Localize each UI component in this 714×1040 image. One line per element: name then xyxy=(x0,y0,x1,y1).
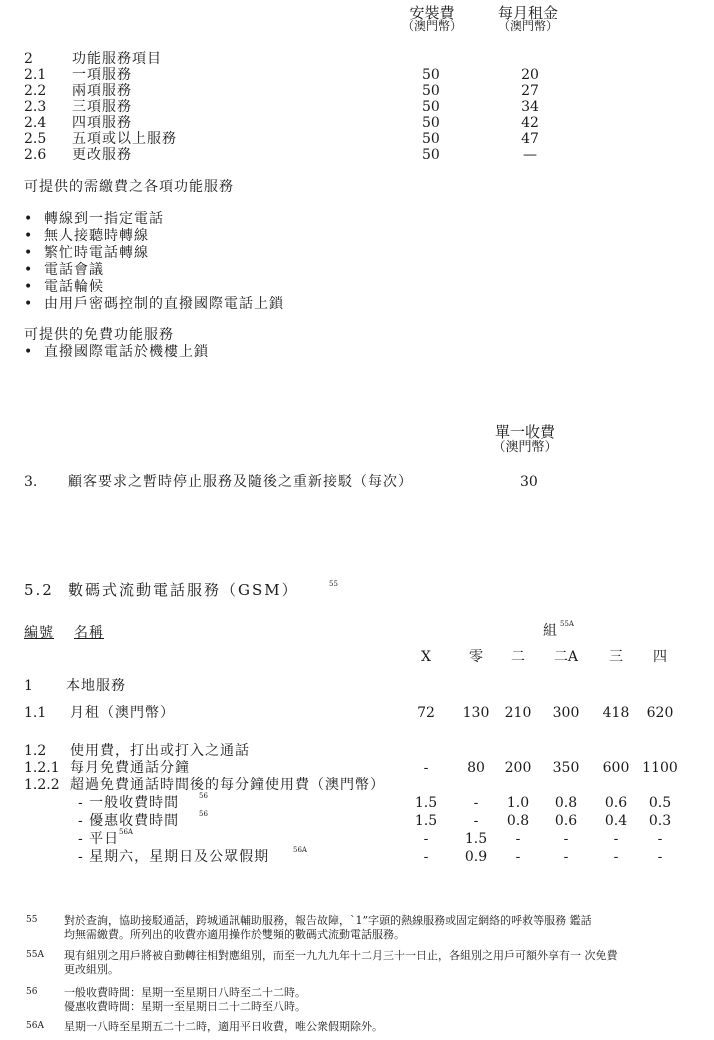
feature-row-install: 50 xyxy=(422,131,440,147)
suspension-num: 3. xyxy=(24,474,38,490)
gsm-cell: - xyxy=(657,849,663,865)
gsm-row-label: - 星期六，星期日及公眾假期 xyxy=(78,849,270,865)
column-header: 四 xyxy=(653,649,667,665)
gsm-cell: 350 xyxy=(552,760,580,776)
gsm-cell: 72 xyxy=(417,705,435,721)
paid-feature-item: 無人接聽時轉線 xyxy=(44,228,149,244)
feature-row-num: 2.3 xyxy=(24,99,47,115)
gsm-row-num: 1.2.1 xyxy=(24,760,60,776)
paid-feature-item: 轉線到一指定電話 xyxy=(44,211,164,227)
feature-row-name: 四項服務 xyxy=(72,115,132,131)
footnote-line: 更改組別。 xyxy=(64,963,119,976)
bullet-icon: • xyxy=(24,344,33,360)
feature-row-monthly: — xyxy=(523,147,537,163)
footnote-ref: 56 xyxy=(199,792,208,800)
gsm-row-num: 1.1 xyxy=(24,705,47,721)
gsm-cell: 0.4 xyxy=(604,813,628,829)
paid-features-title: 可提供的需繳費之各項功能服務 xyxy=(24,179,234,195)
gsm-cell: - xyxy=(473,795,479,811)
suspension-text: 顧客要求之暫時停止服務及隨後之重新接駁（每次） xyxy=(68,474,413,490)
footnote-mark: 56A xyxy=(26,1021,44,1031)
paid-feature-item: 電話會議 xyxy=(44,262,104,278)
gsm-cell: 0.6 xyxy=(554,813,578,829)
gsm-cell: - xyxy=(515,849,521,865)
paid-feature-item: 電話輪候 xyxy=(44,279,104,295)
column-header: 二A xyxy=(553,649,579,665)
gsm-cell: - xyxy=(657,831,663,847)
gsm-section-num: 5.2 xyxy=(24,581,54,599)
feature-row-num: 2.4 xyxy=(24,115,47,131)
gsm-cell: 1.5 xyxy=(414,813,438,829)
feature-row-name: 兩項服務 xyxy=(72,83,132,99)
gsm-cell: 1100 xyxy=(642,760,678,776)
gsm-row-label: - 優惠收費時間 xyxy=(78,813,180,829)
footnote-ref: 56A xyxy=(293,846,307,854)
gsm-row-label: 每月免費通話分鐘 xyxy=(70,760,190,776)
gsm-cell: 0.5 xyxy=(648,795,672,811)
footnote-line: 對於查詢，協助接駁通話，跨城通訊輔助服務，報告故障，`1”字頭的熱線服務或固定網絡的呼救等服務 鑑話 xyxy=(64,914,592,927)
feature-row-install: 50 xyxy=(422,83,440,99)
column-header: 三 xyxy=(609,649,623,665)
gsm-cell: 1.0 xyxy=(506,795,530,811)
gsm-row-num: 1.2 xyxy=(24,743,47,759)
gsm-row-label: - 一般收費時間 xyxy=(78,795,180,811)
feature-row-monthly: 42 xyxy=(521,115,539,131)
features-title: 功能服務項目 xyxy=(72,51,162,67)
feature-row-num: 2.1 xyxy=(24,67,47,83)
single-fee-unit: （澳門幣） xyxy=(492,440,558,455)
free-feature-item: 直撥國際電話於機樓上鎖 xyxy=(44,344,209,360)
gsm-cell: 210 xyxy=(504,705,532,721)
footnote-line: 一般收費時間：星期一至星期日八時至二十二時。 xyxy=(64,986,306,999)
feature-row-num: 2.6 xyxy=(24,147,47,163)
feature-row-name: 五項或以上服務 xyxy=(72,131,177,147)
gsm-row-num: 1.2.2 xyxy=(24,777,60,793)
gsm-cell: 130 xyxy=(462,705,490,721)
local-num: 1 xyxy=(24,678,33,694)
gsm-row-label: - 平日 xyxy=(78,831,120,847)
feature-row-install: 50 xyxy=(422,115,440,131)
feature-row-name: 一項服務 xyxy=(72,67,132,83)
gsm-cell: 200 xyxy=(504,760,532,776)
gsm-cell: 0.8 xyxy=(506,813,530,829)
gsm-cell: 1.5 xyxy=(414,795,438,811)
gsm-cell: - xyxy=(423,849,429,865)
gsm-cell: - xyxy=(423,760,429,776)
feature-row-monthly: 47 xyxy=(521,131,539,147)
gsm-row-label: 使用費，打出或打入之通話 xyxy=(70,743,250,759)
footnote-line: 星期一八時至星期五二十二時，適用平日收費，唯公衆假期除外。 xyxy=(64,1020,383,1033)
name-header: 名稱 xyxy=(74,625,104,641)
gsm-cell: 1.5 xyxy=(464,831,488,847)
install-fee-header: 安裝費 xyxy=(409,4,455,22)
gsm-cell: 620 xyxy=(646,705,674,721)
paid-feature-item: 繁忙時電話轉線 xyxy=(44,245,149,261)
column-header: 零 xyxy=(469,649,483,665)
monthly-fee-unit: （澳門幣） xyxy=(497,19,558,33)
gsm-cell: 300 xyxy=(552,705,580,721)
feature-row-monthly: 20 xyxy=(521,67,539,83)
local-title: 本地服務 xyxy=(66,678,126,694)
feature-row-install: 50 xyxy=(422,99,440,115)
gsm-row-label: 月租（澳門幣） xyxy=(70,705,175,721)
bullet-icon: • xyxy=(24,262,33,278)
group-header: 組 xyxy=(543,623,557,639)
bullet-icon: • xyxy=(24,211,33,227)
feature-row-num: 2.2 xyxy=(24,83,47,99)
feature-row-name: 更改服務 xyxy=(72,147,132,163)
feature-row-monthly: 27 xyxy=(521,83,539,99)
footnote-line: 均無需繳費。所列出的收費亦適用操作於雙頻的數碼式流動電話服務。 xyxy=(64,928,405,941)
bullet-icon: • xyxy=(24,279,33,295)
gsm-cell: 600 xyxy=(602,760,630,776)
group-ref: 55A xyxy=(560,620,574,628)
feature-row-monthly: 34 xyxy=(521,99,539,115)
gsm-cell: 80 xyxy=(467,760,485,776)
monthly-fee-header: 每月租金 xyxy=(497,4,558,22)
footnote-ref: 56 xyxy=(199,810,208,818)
footnote-mark: 55A xyxy=(26,950,44,960)
features-num: 2 xyxy=(24,51,33,67)
free-features-title: 可提供的免費功能服務 xyxy=(24,327,174,343)
gsm-cell: - xyxy=(563,831,569,847)
gsm-cell: 0.6 xyxy=(604,795,628,811)
feature-row-num: 2.5 xyxy=(24,131,47,147)
single-fee-header: 單一收費 xyxy=(494,423,555,441)
column-header: X xyxy=(421,649,431,665)
code-header: 編號 xyxy=(24,625,54,641)
gsm-cell: - xyxy=(613,831,619,847)
bullet-icon: • xyxy=(24,245,33,261)
gsm-cell: 0.8 xyxy=(554,795,578,811)
footnote-mark: 56 xyxy=(26,987,38,997)
footnote-line: 優惠收費時間：星期一至星期日二十二時至八時。 xyxy=(64,1000,306,1013)
gsm-section-ref: 55 xyxy=(329,580,338,588)
feature-row-name: 三項服務 xyxy=(72,99,132,115)
install-fee-unit: （澳門幣） xyxy=(401,19,462,33)
bullet-icon: • xyxy=(24,296,33,312)
gsm-cell: - xyxy=(613,849,619,865)
gsm-cell: - xyxy=(423,831,429,847)
gsm-cell: - xyxy=(473,813,479,829)
footnote-ref: 56A xyxy=(119,828,133,836)
bullet-icon: • xyxy=(24,228,33,244)
gsm-section-title: 數碼式流動電話服務（GSM） xyxy=(68,581,299,599)
feature-row-install: 50 xyxy=(422,147,440,163)
suspension-value: 30 xyxy=(520,474,538,490)
gsm-cell: - xyxy=(515,831,521,847)
footnote-mark: 55 xyxy=(26,915,38,925)
gsm-cell: 418 xyxy=(602,705,630,721)
feature-row-install: 50 xyxy=(422,67,440,83)
footnote-line: 現有組別之用戶將被自動轉往相對應組別，而至一九九九年十二月三十一日止，各組別之用戶可額外享有一 次免費 xyxy=(64,949,618,962)
gsm-cell: 0.3 xyxy=(648,813,672,829)
paid-feature-item: 由用戶密碼控制的直撥國際電話上鎖 xyxy=(44,296,284,312)
column-header: 二 xyxy=(511,649,525,665)
gsm-cell: - xyxy=(563,849,569,865)
gsm-cell: 0.9 xyxy=(464,849,488,865)
gsm-row-label: 超過免費通話時間後的每分鐘使用費（澳門幣） xyxy=(70,777,385,793)
